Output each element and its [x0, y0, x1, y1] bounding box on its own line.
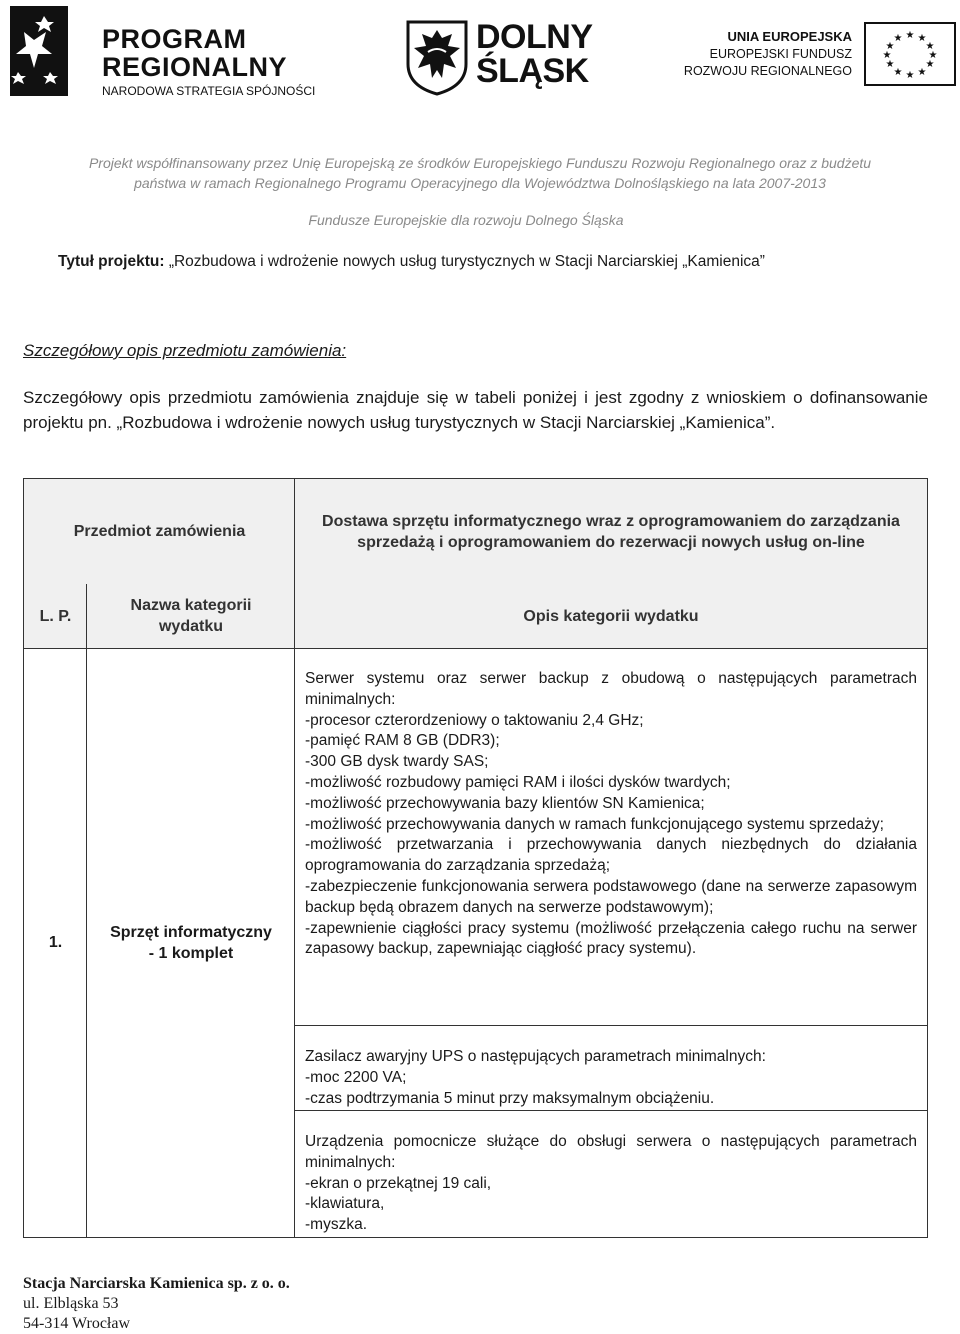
program-logo-line2: REGIONALNY	[102, 52, 288, 82]
row1-name-line1: Sprzęt informatyczny	[110, 923, 272, 941]
desc-line: -myszka.	[305, 1216, 367, 1234]
program-logo-line1: PROGRAM	[102, 24, 247, 54]
svg-text:★: ★	[885, 41, 895, 52]
project-title-label: Tytuł projektu:	[58, 253, 165, 270]
header-desc: Opis kategorii wydatku	[523, 607, 699, 625]
svg-text:★: ★	[925, 41, 935, 52]
section-heading: Szczegółowy opis przedmiotu zamówienia:	[23, 341, 347, 360]
svg-text:★: ★	[905, 30, 915, 41]
dolny-slask-line2: ŚLĄSK	[476, 52, 589, 90]
header-name: Nazwa kategorii wydatku	[130, 597, 252, 635]
dolny-slask-line1: DOLNY	[476, 18, 593, 56]
program-regionalny-star-icon	[4, 2, 88, 98]
dolny-slask-logo	[402, 12, 612, 102]
footer-address	[23, 1274, 290, 1334]
eu-logo	[680, 22, 956, 94]
header-logos	[0, 0, 960, 110]
program-logo-line3: NARODOWA STRATEGIA SPÓJNOŚCI	[102, 84, 316, 98]
desc-line: -pamięć RAM 8 GB (DDR3);	[305, 732, 500, 750]
footer-company: Stacja Narciarska Kamienica sp. z o. o.	[23, 1275, 290, 1292]
header-desc-cell	[294, 584, 928, 649]
row1-desc-peripherals-cell	[294, 1110, 928, 1238]
subject-value: Dostawa sprzętu informatycznego wraz z oprogramowaniem do zarządzania sprzedażą i oprogramowaniem do rezerwacji nowych usług on-line	[322, 512, 900, 551]
row1-desc-ups-cell	[294, 1025, 928, 1111]
header-name-cell	[86, 584, 295, 649]
desc-line: -możliwość przetwarzania i przechowywania danych niezbędnych do działania oprogramowania do zarządzania sprzedażą;	[305, 836, 917, 875]
section-intro: Szczegółowy opis przedmiotu zamówienia znajduje się w tabeli poniżej i jest zgodny z wnioskiem o dofinansowanie projektu pn. „Rozbudowa i wdrożenie nowych usług turystycznych w Stacji Narciarskiej „Kamienica”.	[23, 388, 928, 432]
row1-name-line2: - 1 komplet	[148, 944, 234, 962]
desc-line: -możliwość przechowywania bazy klientów SN Kamienica;	[305, 794, 705, 812]
svg-text:★: ★	[893, 33, 903, 44]
desc-line: -ekran o przekątnej 19 cali,	[305, 1174, 492, 1192]
header-lp-cell	[23, 584, 87, 649]
desc-line: -możliwość rozbudowy pamięci RAM i ilości dysków twardych;	[305, 773, 731, 791]
desc-line: Zasilacz awaryjny UPS o następujących parametrach minimalnych:	[305, 1048, 766, 1065]
desc-line: -300 GB dysk twardy SAS;	[305, 753, 489, 771]
subject-value-cell	[294, 478, 928, 585]
svg-text:★: ★	[928, 50, 938, 61]
row1-desc-server-cell	[294, 648, 928, 1026]
eu-logo-line2: EUROPEJSKI FUNDUSZ	[709, 47, 852, 61]
row1-lp: 1.	[48, 934, 63, 951]
desc-line: Urządzenia pomocnicze służące do obsługi serwera o następujących parametrach minimalnych:	[305, 1133, 917, 1171]
svg-text:★: ★	[893, 67, 903, 78]
program-regionalny-logo	[4, 2, 334, 102]
desc-line: -procesor czterordzeniowy o taktowaniu 2,4 GHz;	[305, 711, 644, 729]
desc-line: -zapewnienie ciągłości pracy systemu (możliwość przełączenia całego ruchu na serwer zapasowy backup, zapewniając ciągłość pracy systemu).	[305, 919, 917, 958]
desc-line: -zabezpieczenie funkcjonowania serwera podstawowego (dane na serwerze zapasowym backup będą obrazem danych na serwerze podstawowym);	[305, 877, 917, 916]
order-description-table	[23, 478, 928, 1238]
svg-text:★: ★	[917, 33, 927, 44]
eagle-crest-icon	[406, 20, 468, 96]
subject-label: Przedmiot zamówienia	[73, 523, 246, 540]
desc-line: Serwer systemu oraz serwer backup z obudową o następujących parametrach minimalnych:	[305, 670, 917, 708]
row1-name-cell	[86, 648, 295, 1238]
subject-label-cell	[23, 478, 295, 585]
project-title-value: „Rozbudowa i wdrożenie nowych usług turystycznych w Stacji Narciarskiej „Kamienica”	[168, 253, 765, 270]
desc-line: -klawiatura,	[305, 1195, 385, 1213]
desc-line: -możliwość przechowywania danych w ramach funkcjonującego systemu sprzedaży;	[305, 815, 884, 833]
svg-text:★: ★	[917, 67, 927, 78]
svg-text:★: ★	[905, 70, 915, 81]
footer-street: ul. Elbląska 53	[23, 1295, 119, 1312]
cofinancing-note-line1: Projekt współfinansowany przez Unię Europejską ze środków Europejskiego Funduszu Rozwoju Regionalnego oraz z budżetu	[88, 155, 872, 171]
cofinancing-note-line2: państwa w ramach Regionalnego Programu Operacyjnego dla Województwa Dolnośląskiego na lata 2007-2013	[134, 175, 826, 191]
header-lp: L. P.	[39, 607, 72, 625]
eu-flag-icon	[864, 22, 956, 86]
svg-text:★: ★	[925, 59, 935, 70]
desc-line: -moc 2200 VA;	[305, 1068, 407, 1086]
eu-logo-line3: ROZWOJU REGIONALNEGO	[683, 64, 852, 78]
desc-line: -czas podtrzymania 5 minut przy maksymalnym obciążeniu.	[305, 1089, 715, 1107]
footer-city: 54-314 Wrocław	[23, 1315, 131, 1332]
svg-text:★: ★	[885, 59, 895, 70]
project-title	[58, 253, 765, 271]
funds-slogan: Fundusze Europejskie dla rozwoju Dolnego Śląska	[308, 212, 624, 228]
svg-text:★: ★	[882, 50, 892, 61]
eu-logo-line1: UNIA EUROPEJSKA	[727, 29, 852, 44]
row1-lp-cell	[23, 648, 87, 1238]
